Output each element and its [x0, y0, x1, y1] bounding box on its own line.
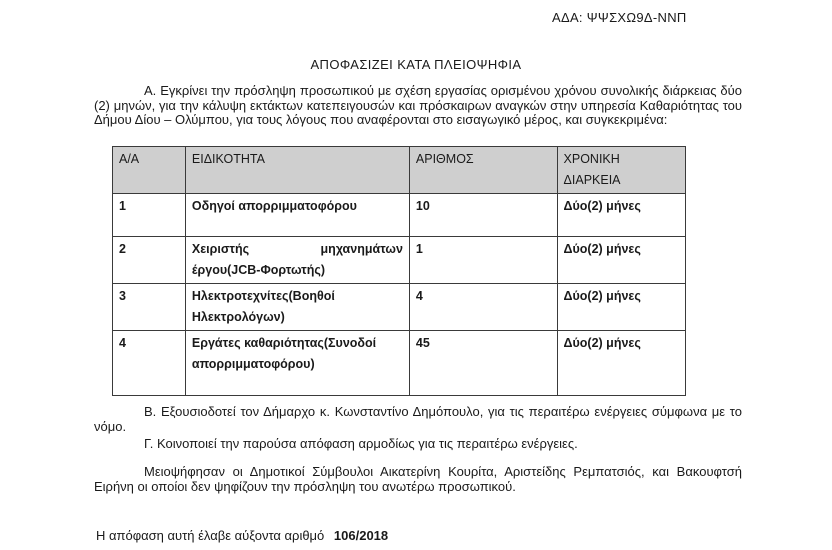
ada-code: ΑΔΑ: ΨΨΣΧΩ9Δ-ΝΝΠ — [552, 10, 687, 25]
paragraph-b: Β. Εξουσιοδοτεί τον Δήμαρχο κ. Κωνσταντίνο Δημόπουλο, για τις περαιτέρω ενέργειες σύμφωνα με το νόμο. — [94, 404, 742, 434]
cell-aa: 1 — [113, 194, 186, 237]
cell-aa: 3 — [113, 284, 186, 331]
decision-heading: ΑΠΟΦΑΣΙΖΕΙ ΚΑΤΑ ΠΛΕΙΟΨΗΦΙΑ — [310, 57, 522, 72]
table-row — [113, 237, 686, 284]
decision-number: 106/2018 — [333, 528, 389, 543]
table-row — [113, 331, 686, 396]
table-header-row — [113, 147, 686, 194]
table-row — [113, 194, 686, 237]
cell-specialty: Οδηγοί απορριμματοφόρου — [185, 194, 409, 237]
paragraph-a: Α. Εγκρίνει την πρόσληψη προσωπικού με σχέση εργασίας ορισμένου χρόνου συνολικής διάρκειας δύο (2) μηνών, για την κάλυψη εκτάκτων κατεπειγουσών και πρόσκαιρων αναγκών στην υπηρεσία Καθαριότητας του Δήμου Δίου – Ολύμπου, για τους λόγους που αναφέρονται στο εισαγωγικό μέρος, και συγκεκριμένα: — [94, 83, 742, 127]
header-aa: Α/Α — [113, 147, 186, 194]
personnel-table — [112, 146, 686, 396]
header-number: ΑΡΙΘΜΟΣ — [409, 147, 557, 194]
cell-specialty: Εργάτες καθαριότητας(Συνοδοί απορριμματοφόρου) — [185, 331, 409, 396]
cell-aa: 2 — [113, 237, 186, 284]
cell-duration: Δύο(2) μήνες — [557, 194, 685, 237]
cell-number: 1 — [409, 237, 557, 284]
cell-specialty: Ηλεκτροτεχνίτες(Βοηθοί Ηλεκτρολόγων) — [185, 284, 409, 331]
cell-number: 45 — [409, 331, 557, 396]
table-row — [113, 284, 686, 331]
cell-duration: Δύο(2) μήνες — [557, 284, 685, 331]
cell-specialty: Χειριστής μηχανημάτων έργου(JCB-Φορτωτής) — [185, 237, 409, 284]
paragraph-g: Γ. Κοινοποιεί την παρούσα απόφαση αρμοδίως για τις περαιτέρω ενέργειες. — [144, 436, 578, 451]
minority-paragraph: Μειοψήφησαν οι Δημοτικοί Σύμβουλοι Αικατερίνη Κουρίτα, Αριστείδης Ρεμπατσιός, και Βακουφτσή Ειρήνη οι οποίοι δεν ψηφίζουν την πρόσληψη του ανωτέρω προσωπικού. — [94, 464, 742, 494]
cell-aa: 4 — [113, 331, 186, 396]
cell-number: 4 — [409, 284, 557, 331]
decision-line — [96, 528, 388, 543]
cell-number: 10 — [409, 194, 557, 237]
header-duration: ΧΡΟΝΙΚΗ ΔΙΑΡΚΕΙΑ — [557, 147, 685, 194]
header-specialty: ΕΙΔΙΚΟΤΗΤΑ — [185, 147, 409, 194]
decision-text: Η απόφαση αυτή έλαβε αύξοντα αριθμό — [96, 528, 325, 543]
cell-duration: Δύο(2) μήνες — [557, 331, 685, 396]
cell-duration: Δύο(2) μήνες — [557, 237, 685, 284]
